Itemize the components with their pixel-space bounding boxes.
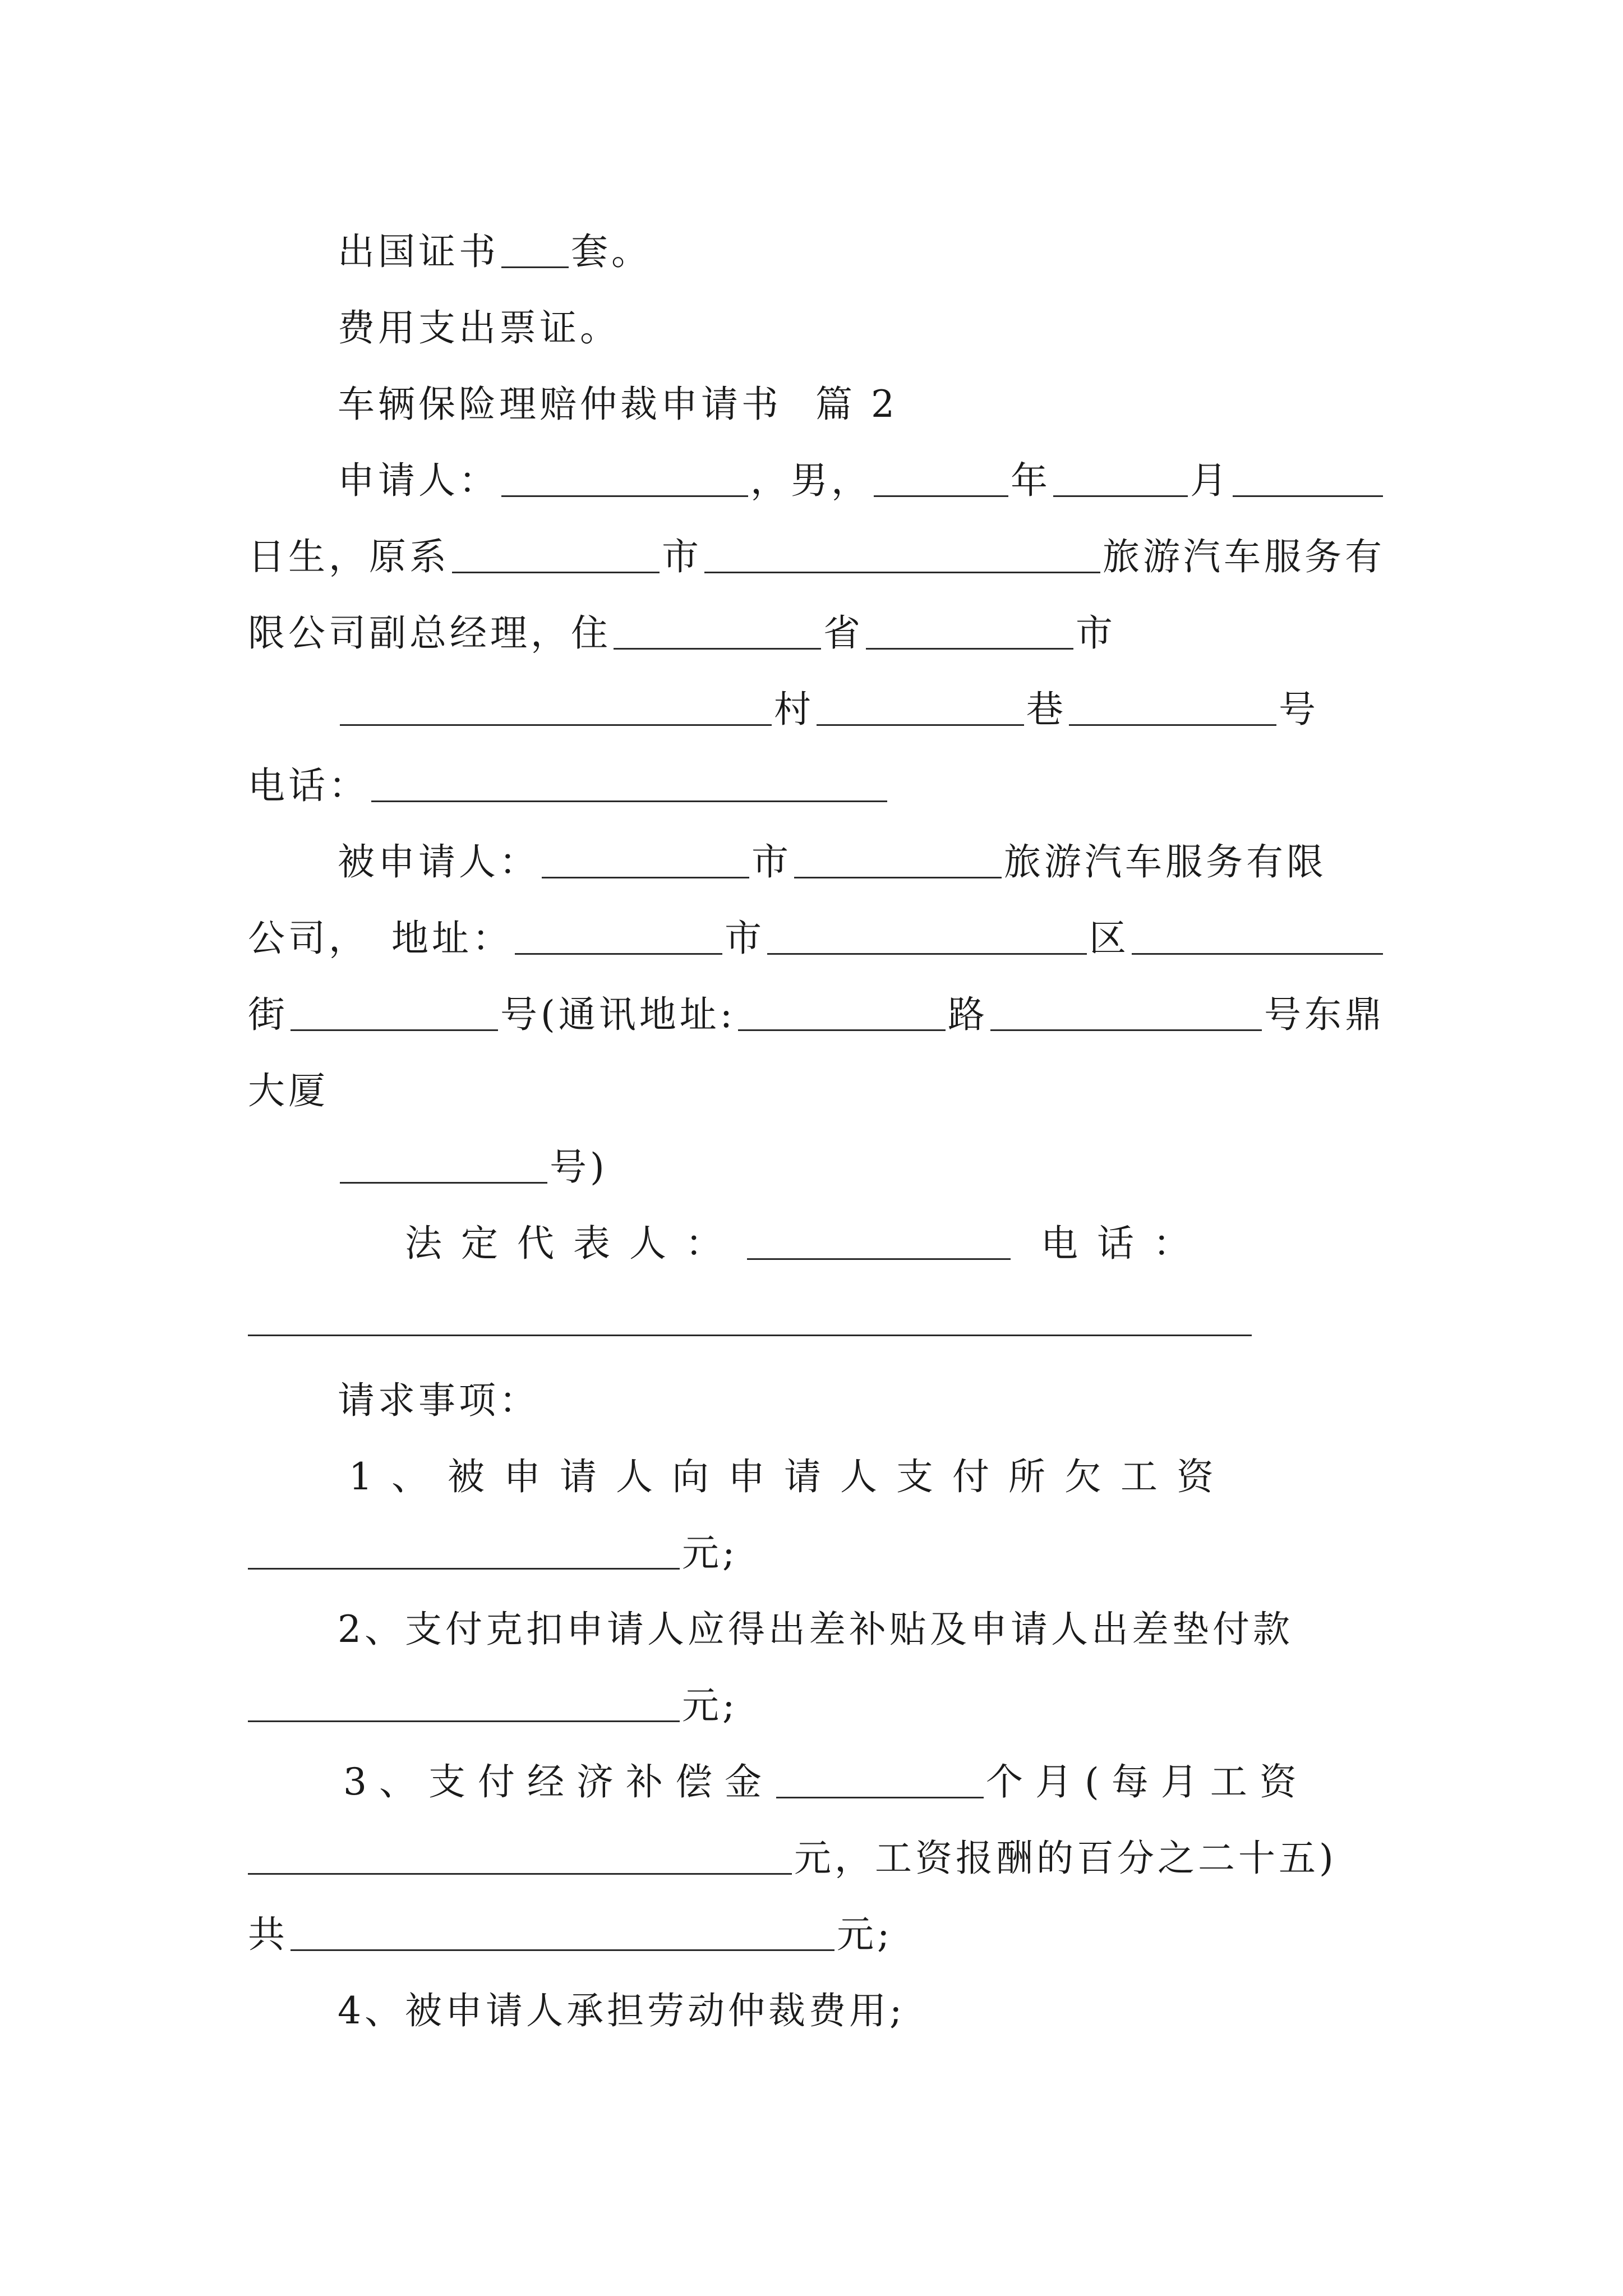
blank-field	[1233, 495, 1383, 497]
blank-field	[248, 1568, 680, 1570]
blank-field	[704, 572, 1100, 573]
blank-field	[515, 953, 722, 955]
text: 大厦	[248, 1069, 329, 1112]
blank-field	[291, 1949, 834, 1951]
blank-field	[747, 1258, 1011, 1260]
blank-field	[767, 953, 1087, 955]
text: 路	[948, 993, 988, 1036]
text: 市	[1076, 611, 1116, 655]
text: 日生，原系	[248, 535, 450, 578]
line-birth-origin	[248, 519, 1385, 576]
text: 2、支付克扣申请人应得出差补贴及申请人出差垫付款	[338, 1608, 1293, 1651]
text: 套。	[571, 230, 652, 273]
claim-1-amount	[248, 1516, 1385, 1575]
claims-heading	[248, 1363, 1385, 1422]
blank-field	[542, 877, 749, 878]
text: 巷	[1026, 688, 1067, 731]
blank-field	[990, 1029, 1262, 1031]
claim-2-amount	[248, 1668, 1385, 1727]
text: 号)	[550, 1145, 608, 1189]
text: 共	[248, 1913, 288, 1956]
title-text: 车辆保险理赔仲裁申请书	[338, 383, 782, 426]
text: 月	[1190, 459, 1230, 502]
blank-field	[340, 1182, 547, 1184]
text: 出国证书	[338, 230, 499, 273]
blank-field	[614, 648, 821, 650]
claim-3-monthly-wage	[248, 1821, 1385, 1880]
line-village-lane	[248, 672, 1385, 731]
blank-field	[291, 1029, 498, 1031]
text: 号东鼎	[1264, 993, 1385, 1036]
text: 省	[823, 611, 864, 655]
label: 被申请人：	[338, 840, 540, 884]
blank-field	[501, 495, 748, 497]
blank-field	[248, 1873, 792, 1875]
claim-1	[248, 1439, 1385, 1496]
text: 市	[725, 917, 765, 960]
line-street-mailing	[248, 977, 1385, 1036]
line-applicant	[248, 443, 1385, 502]
label: 法定代表人：	[405, 1222, 741, 1265]
blank-field	[1053, 495, 1188, 497]
claim-3-total	[248, 1897, 1385, 1956]
blank-field	[248, 1335, 1252, 1336]
line-respondent	[248, 825, 1385, 884]
blank-field	[1069, 724, 1276, 726]
text: 费用支出票证。	[338, 306, 620, 349]
claim-4	[248, 1973, 1385, 2030]
text: 市	[751, 840, 792, 884]
claim-3	[248, 1745, 1385, 1801]
blank-field	[248, 1720, 680, 1722]
label: 申请人：	[338, 459, 499, 502]
line-expense-receipts	[248, 291, 1385, 347]
text: 年	[1011, 459, 1051, 502]
blank-field	[1132, 953, 1383, 955]
text: 号(通讯地址:	[500, 993, 736, 1036]
section-title	[248, 367, 1385, 426]
line-certificate	[248, 214, 1385, 273]
blank-field	[866, 648, 1073, 650]
text: 个月(每月工资	[986, 1760, 1309, 1803]
text: 旅游汽车服务有限	[1004, 840, 1327, 884]
blank-field	[817, 724, 1024, 726]
part-label: 篇 2	[815, 383, 898, 426]
line-legal-representative	[248, 1206, 1385, 1265]
text: 元;	[682, 1531, 739, 1575]
claim-2	[248, 1592, 1385, 1651]
text: 元;	[837, 1913, 893, 1956]
text: 号	[1279, 688, 1319, 731]
label: 电话：	[1041, 1222, 1209, 1265]
blank-field	[452, 572, 660, 573]
text: 3、支付经济补偿金	[343, 1760, 774, 1803]
text: 4、被申请人承担劳动仲裁费用;	[338, 1989, 906, 2032]
label: 地址：	[391, 917, 513, 960]
heading-text: 请求事项：	[338, 1379, 540, 1422]
text: 区	[1089, 917, 1129, 960]
text: 公司，	[248, 917, 369, 960]
line-position-address	[248, 596, 1385, 655]
text: 元，工资报酬的百分之二十五)	[794, 1837, 1337, 1880]
blank-field	[371, 800, 887, 802]
blank-field	[501, 266, 569, 268]
blank-field	[794, 877, 1002, 878]
blank-field	[738, 1029, 946, 1031]
line-company-address	[248, 901, 1385, 960]
text: 限公司副总经理，住	[248, 611, 611, 655]
text: 旅游汽车服务有	[1103, 535, 1385, 578]
text: 元;	[682, 1684, 739, 1727]
line-phone	[248, 748, 1385, 807]
line-room-number	[248, 1130, 1385, 1189]
blank-field	[776, 1797, 984, 1798]
text: 1、被申请人向申请人支付所欠工资	[349, 1455, 1233, 1498]
line-building	[248, 1053, 1385, 1110]
text: 街	[248, 993, 288, 1036]
blank-field	[340, 724, 772, 726]
line-phone-blank	[248, 1282, 1385, 1338]
label: 电话：	[248, 764, 369, 807]
text: 村	[774, 688, 814, 731]
text: 市	[662, 535, 702, 578]
blank-field	[874, 495, 1008, 497]
text: ，男，	[750, 459, 872, 502]
